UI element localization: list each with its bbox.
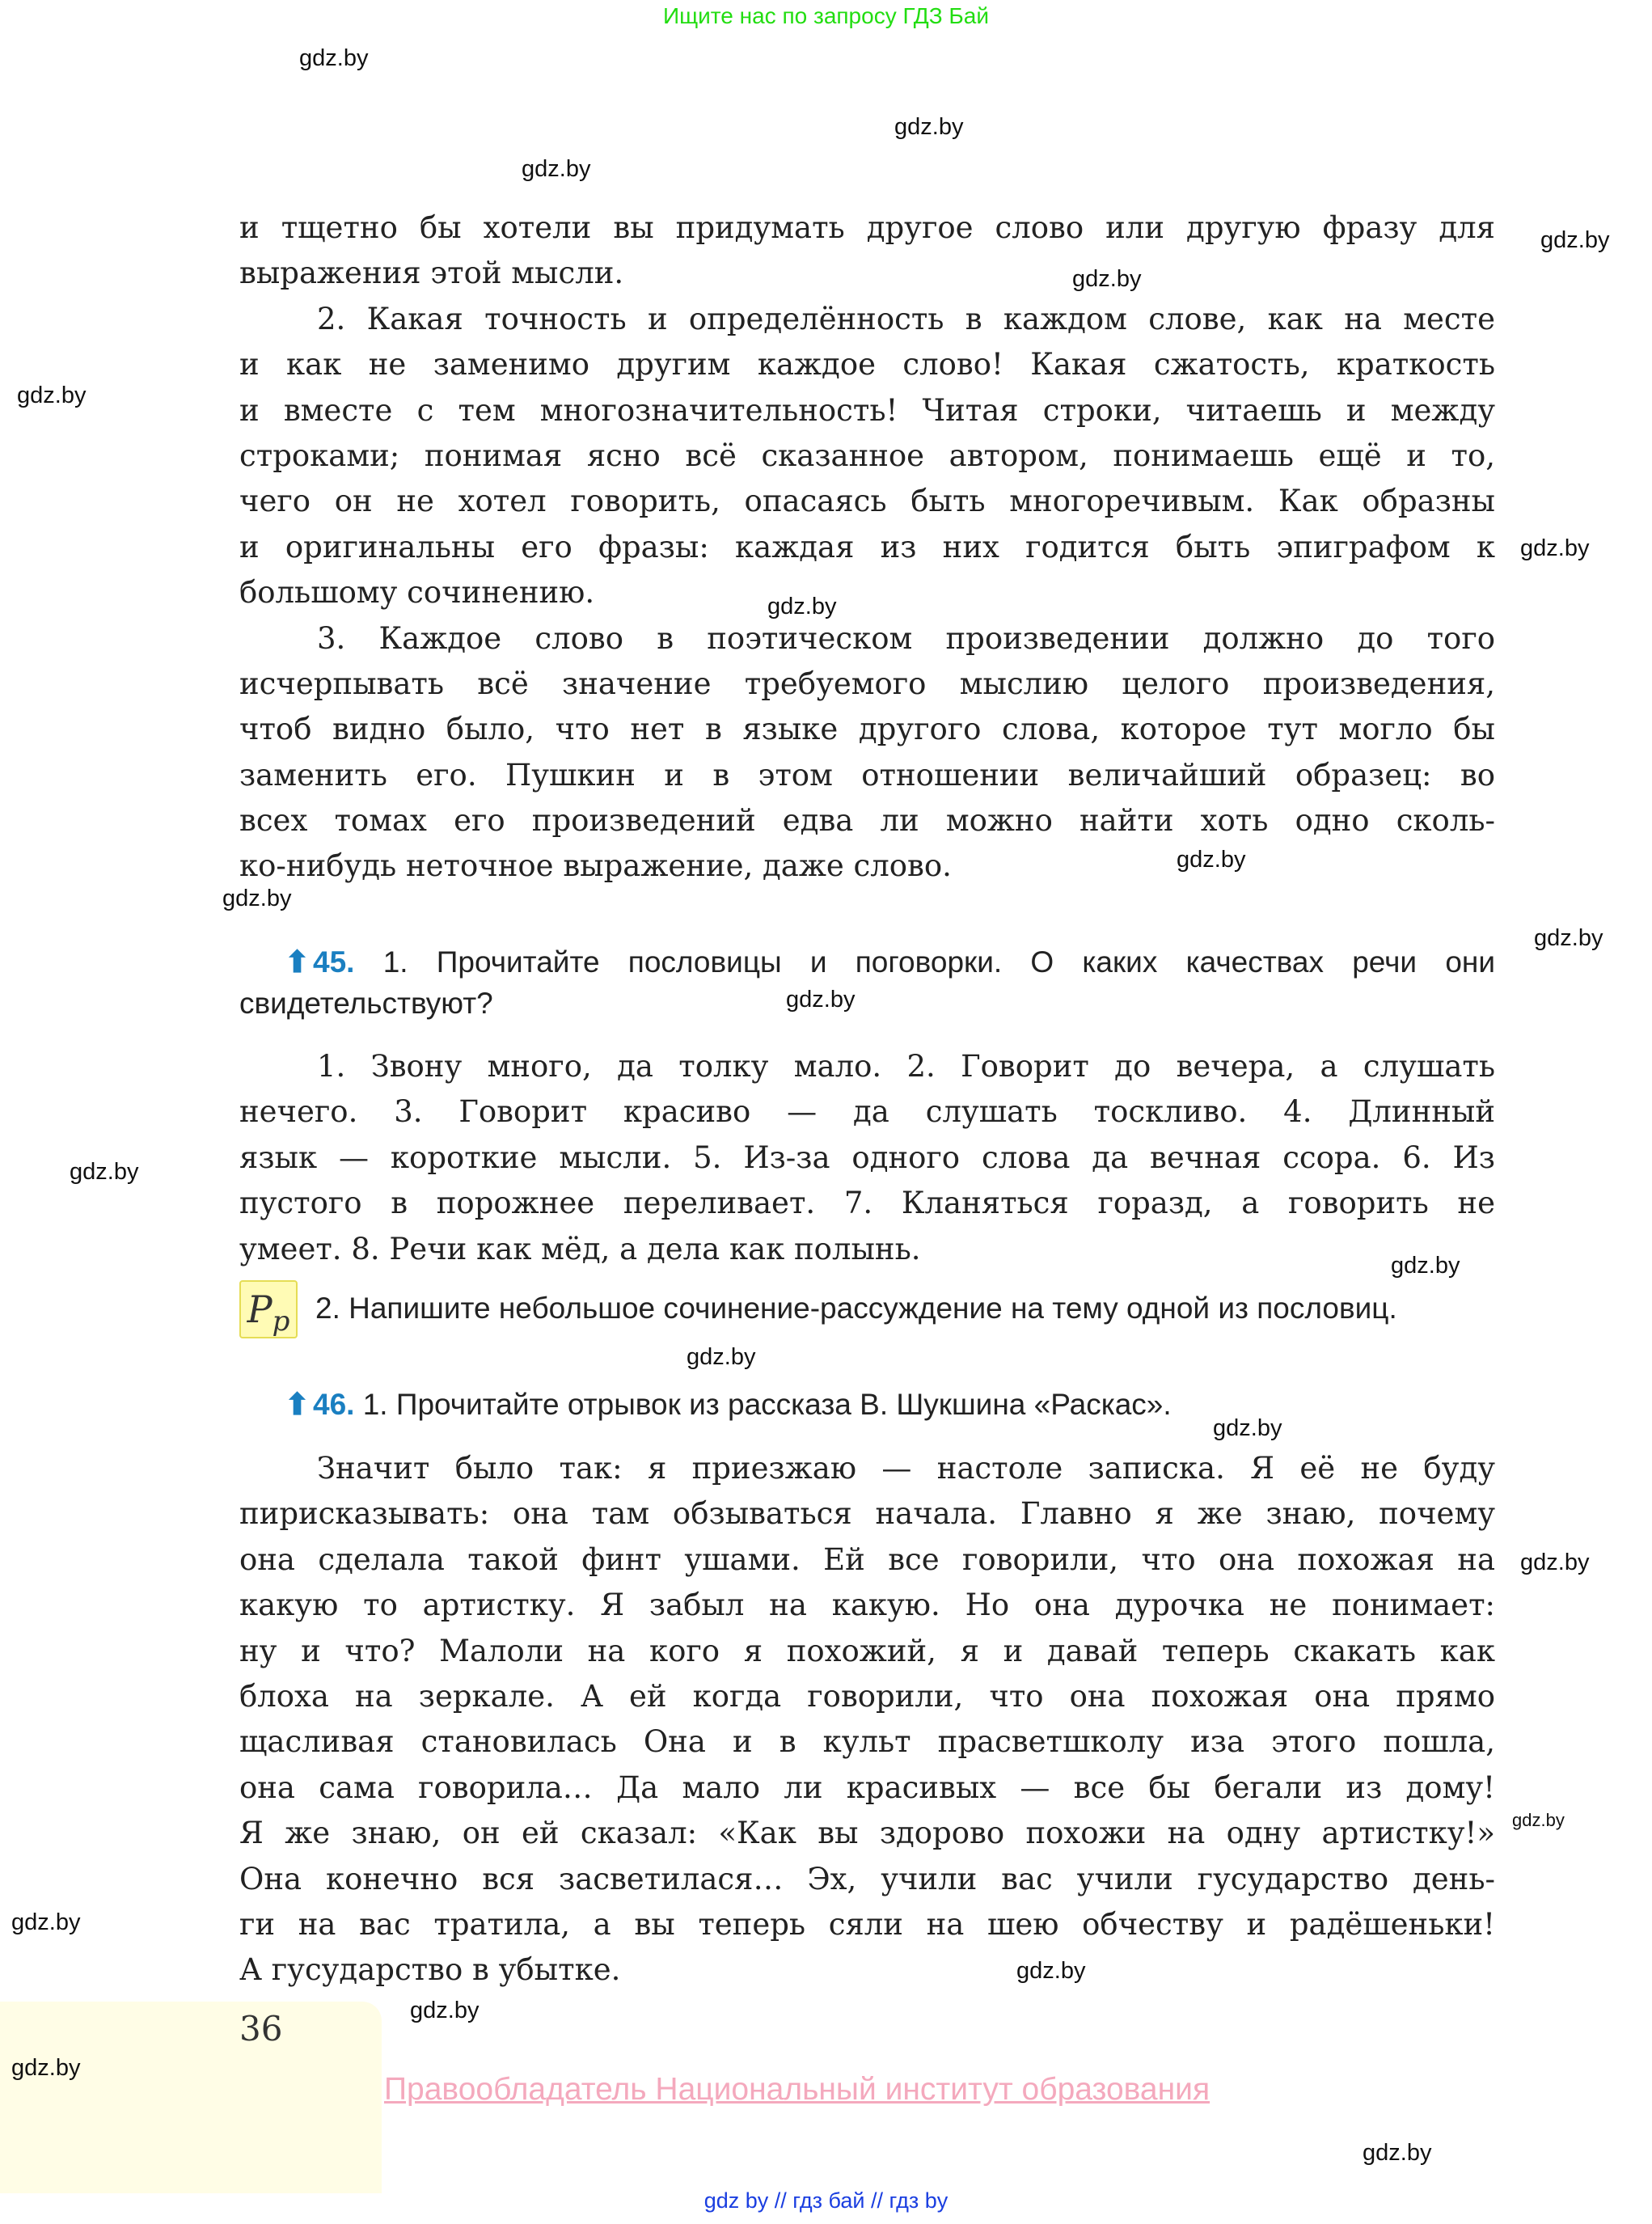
watermark: gdz.by: [70, 1159, 139, 1185]
text-line: язык — короткие мысли. 5. Из-за одного слова да вечная ссора. 6. Из: [239, 1139, 1495, 1175]
watermark: gdz.by: [1213, 1415, 1282, 1441]
text-line: ги на вас тратила, а вы теперь сяли на шею обчеству и радёшеньки!: [239, 1906, 1495, 1942]
text-line: ну и что? Малоли на кого я похожий, я и давай теперь скакать как: [239, 1633, 1495, 1668]
watermark: gdz.by: [299, 45, 369, 71]
arrow-up-icon: ⬆: [285, 1388, 311, 1421]
task-number: 46.: [313, 1388, 355, 1421]
text-line: нечего. 3. Говорит красиво — да слушать тоскливо. 4. Длинный: [239, 1094, 1495, 1130]
watermark: gdz.by: [1534, 925, 1603, 951]
text-line: Значит было так: я приезжаю — настоле записка. Я её не буду: [317, 1451, 1495, 1486]
text-line: ко-нибудь неточное выражение, даже слово.: [239, 848, 952, 884]
watermark: gdz.by: [894, 114, 964, 140]
text-line: и вместе с тем многозначительность! Читая строки, читаешь и между: [239, 392, 1495, 428]
text-line: всех томах его произведений едва ли можно найти хоть одно сколь-: [239, 803, 1495, 839]
text-line: большому сочинению.: [239, 575, 595, 611]
text-line: чего он не хотел говорить, опасаясь быть многоречивым. Как образны: [239, 484, 1495, 519]
text-line: строками; понимая ясно всё сказанное автором, понимаешь ещё и то,: [239, 438, 1495, 473]
watermark: gdz.by: [1391, 1253, 1460, 1279]
text-line: и тщетно бы хотели вы придумать другое слово или другую фразу для: [239, 210, 1495, 245]
text-line: Я же знаю, он ей сказал: «Как вы здорово похожи на одну артистку!»: [239, 1816, 1495, 1851]
proverbs: [239, 1044, 1495, 1272]
task-46: [239, 1384, 1495, 1425]
text-line: выражения этой мысли.: [239, 256, 624, 291]
task-45-part-2: 2. Напишите небольшое сочинение-рассуждение на тему одной из пословиц.: [315, 1292, 1397, 1325]
text-line: пирисказывать: она там обзываться начала. Главно я же знаю, почему: [239, 1496, 1495, 1532]
text-line: исчерпывать всё значение требуемого мыслию целого произведения,: [239, 666, 1495, 701]
text-line: 2. Какая точность и определённость в каждом слове, как на месте: [317, 301, 1495, 336]
watermark: gdz.by: [11, 1909, 81, 1935]
task-45-line: свидетельствуют?: [239, 987, 493, 1020]
text-line: блоха на зеркале. А ей когда говорили, что она похожая она прямо: [239, 1678, 1495, 1714]
text-line: А гусударство в убытке.: [239, 1952, 621, 1988]
watermark: gdz.by: [222, 886, 292, 911]
task-text: 1. Прочитайте пословицы и поговорки. О каких качествах речи они: [382, 945, 1496, 979]
text-line: заменить его. Пушкин и в этом отношении величайший образец: во: [239, 757, 1495, 793]
text-line: умеет. 8. Речи как мёд, а дела как полынь.: [239, 1231, 921, 1266]
watermark: gdz.by: [522, 156, 591, 182]
watermark: gdz.by: [1540, 227, 1610, 253]
text-line: она сама говорила… Да мало ли красивых — все бы бегали из дому!: [239, 1769, 1495, 1805]
text-line: чтоб видно было, что нет в языке другого слова, которое тут могло бы: [239, 712, 1495, 747]
page-number: 36: [239, 2009, 283, 2049]
text-line: какую то артистку. Я забыл на какую. Но она дурочка не понимает:: [239, 1588, 1495, 1623]
watermark: gdz.by: [1363, 2140, 1432, 2166]
shukshin-excerpt: [239, 1446, 1495, 1994]
watermark: gdz.by: [786, 987, 856, 1013]
task-45: [239, 941, 1495, 1024]
watermark: gdz.by: [17, 383, 87, 408]
watermark: gdz.by: [11, 2055, 81, 2081]
icon-letter: P: [247, 1287, 273, 1331]
text-line: 3. Каждое слово в поэтическом произведении должно до того: [317, 620, 1495, 656]
watermark: gdz.by: [1072, 266, 1142, 292]
icon-subletter: p: [272, 1305, 290, 1338]
watermark: gdz.by: [1177, 847, 1246, 873]
text-section-1: [239, 205, 1495, 890]
task-text: 1. Прочитайте отрывок из рассказа В. Шукшина «Раскас».: [362, 1388, 1172, 1421]
text-line: пустого в порожнее переливает. 7. Кланяться горазд, а говорить не: [239, 1186, 1495, 1221]
watermark: gdz.by: [410, 1998, 480, 2023]
text-line: и как не заменимо другим каждое слово! Какая сжатость, краткость: [239, 347, 1495, 383]
page-corner-background: [0, 2002, 382, 2193]
task-45-line: [239, 941, 1495, 983]
task-46-line: [239, 1384, 1495, 1425]
watermark: gdz.by: [1016, 1958, 1086, 1984]
arrow-up-icon: ⬆: [285, 945, 311, 979]
text-line: 1. Звону много, да толку мало. 2. Говорит до вечера, а слушать: [317, 1049, 1495, 1084]
text-line: щасливая становилась Она и в культ прасветшколу иза этого пошла,: [239, 1724, 1495, 1760]
text-line: она сделала такой финт ушами. Ей все говорили, что она похожая на: [239, 1541, 1495, 1577]
watermark: gdz.by: [1512, 1810, 1565, 1830]
text-line: Она конечно вся засветилася… Эх, учили вас учили гусударство день-: [239, 1861, 1495, 1896]
bottom-links[interactable]: gdz by // гдз бай // гдз by: [703, 2188, 949, 2213]
text-line: и оригинальны его фразы: каждая из них годится быть эпиграфом к: [239, 529, 1495, 564]
watermark: gdz.by: [1520, 535, 1590, 561]
watermark: gdz.by: [687, 1344, 756, 1370]
copyright-link[interactable]: Правообладатель Национальный институт образования: [384, 2072, 1210, 2107]
watermark: gdz.by: [1520, 1550, 1590, 1575]
task-number: 45.: [313, 945, 355, 979]
watermark: gdz.by: [767, 594, 837, 619]
search-banner: Ищите нас по запросу ГДЗ Бай: [662, 3, 990, 28]
speech-development-icon: [239, 1280, 298, 1338]
